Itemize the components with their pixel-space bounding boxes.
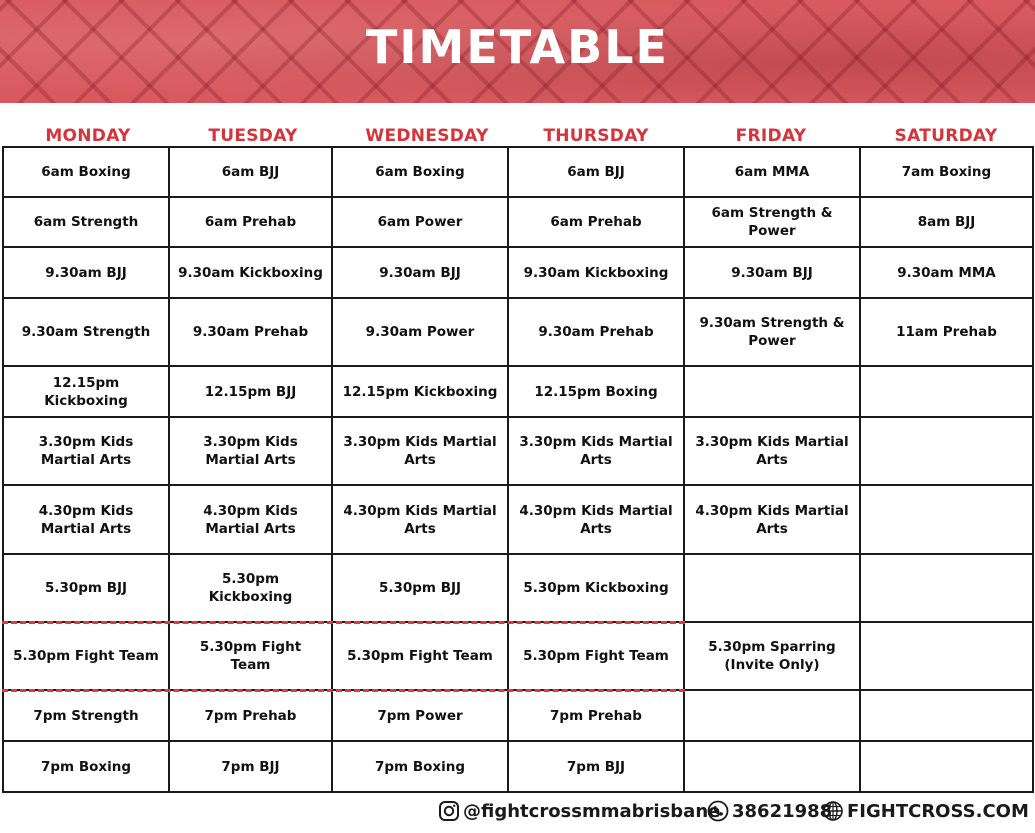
class-slot-wednesday: 6am Boxing bbox=[333, 148, 509, 198]
empty-slot-friday bbox=[685, 555, 861, 623]
header-banner bbox=[0, 0, 1035, 103]
class-slot-thursday: 9.30am Kickboxing bbox=[509, 248, 685, 299]
class-slot-tuesday: 9.30am Kickboxing bbox=[170, 248, 333, 299]
day-headers bbox=[0, 126, 1035, 148]
class-slot-friday: 6am Strength & Power bbox=[685, 198, 861, 248]
class-slot-monday: 3.30pm Kids Martial Arts bbox=[4, 418, 170, 486]
class-slot-tuesday: 6am Prehab bbox=[170, 198, 333, 248]
instagram-handle: @fightcrossmmabrisbane bbox=[463, 800, 721, 822]
class-slot-wednesday: 9.30am BJJ bbox=[333, 248, 509, 299]
empty-slot-saturday bbox=[861, 623, 1034, 691]
empty-slot-saturday bbox=[861, 418, 1034, 486]
class-slot-tuesday: 7pm BJJ bbox=[170, 742, 333, 793]
class-slot-friday: 3.30pm Kids Martial Arts bbox=[685, 418, 861, 486]
class-slot-wednesday: 7pm Boxing bbox=[333, 742, 509, 793]
class-slot-monday: 4.30pm Kids Martial Arts bbox=[4, 486, 170, 555]
footer bbox=[0, 800, 1035, 828]
class-slot-thursday: 6am Prehab bbox=[509, 198, 685, 248]
class-slot-friday: 9.30am BJJ bbox=[685, 248, 861, 299]
website-url: FIGHTCROSS.COM bbox=[847, 800, 1029, 822]
class-slot-thursday: 9.30am Prehab bbox=[509, 299, 685, 367]
class-slot-monday: 7pm Boxing bbox=[4, 742, 170, 793]
class-slot-friday: 9.30am Strength & Power bbox=[685, 299, 861, 367]
class-slot-tuesday: 9.30am Prehab bbox=[170, 299, 333, 367]
class-slot-friday: 6am MMA bbox=[685, 148, 861, 198]
class-slot-thursday: 12.15pm Boxing bbox=[509, 367, 685, 418]
empty-slot-friday bbox=[685, 367, 861, 418]
class-slot-wednesday: 5.30pm Fight Team bbox=[333, 623, 509, 691]
class-slot-thursday: 6am BJJ bbox=[509, 148, 685, 198]
day-header-wednesday: WEDNESDAY bbox=[365, 126, 489, 146]
instagram-icon bbox=[438, 800, 460, 822]
day-header-thursday: THURSDAY bbox=[543, 126, 649, 146]
class-slot-monday: 9.30am BJJ bbox=[4, 248, 170, 299]
class-slot-saturday: 7am Boxing bbox=[861, 148, 1034, 198]
day-header-saturday: SATURDAY bbox=[894, 126, 998, 146]
class-slot-wednesday: 9.30am Power bbox=[333, 299, 509, 367]
day-header-tuesday: TUESDAY bbox=[208, 126, 298, 146]
class-slot-saturday: 11am Prehab bbox=[861, 299, 1034, 367]
class-slot-thursday: 3.30pm Kids Martial Arts bbox=[509, 418, 685, 486]
class-slot-wednesday: 6am Power bbox=[333, 198, 509, 248]
class-slot-tuesday: 7pm Prehab bbox=[170, 691, 333, 742]
empty-slot-saturday bbox=[861, 486, 1034, 555]
empty-slot-saturday bbox=[861, 691, 1034, 742]
class-slot-tuesday: 6am BJJ bbox=[170, 148, 333, 198]
phone-link[interactable] bbox=[707, 800, 832, 822]
class-slot-thursday: 7pm BJJ bbox=[509, 742, 685, 793]
day-header-friday: FRIDAY bbox=[735, 126, 807, 146]
class-slot-wednesday: 3.30pm Kids Martial Arts bbox=[333, 418, 509, 486]
fight-team-dashed-bottom bbox=[2, 689, 685, 692]
fight-team-dashed-top bbox=[2, 621, 685, 624]
class-slot-saturday: 9.30am MMA bbox=[861, 248, 1034, 299]
class-slot-monday: 5.30pm BJJ bbox=[4, 555, 170, 623]
class-slot-thursday: 4.30pm Kids Martial Arts bbox=[509, 486, 685, 555]
empty-slot-saturday bbox=[861, 555, 1034, 623]
class-slot-tuesday: 5.30pm Fight Team bbox=[170, 623, 333, 691]
empty-slot-friday bbox=[685, 691, 861, 742]
empty-slot-saturday bbox=[861, 742, 1034, 793]
class-slot-thursday: 5.30pm Fight Team bbox=[509, 623, 685, 691]
class-slot-wednesday: 5.30pm BJJ bbox=[333, 555, 509, 623]
phone-icon bbox=[707, 800, 729, 822]
phone-number: 38621988 bbox=[732, 800, 833, 822]
class-slot-friday: 4.30pm Kids Martial Arts bbox=[685, 486, 861, 555]
class-slot-saturday: 8am BJJ bbox=[861, 198, 1034, 248]
class-slot-monday: 6am Strength bbox=[4, 198, 170, 248]
class-slot-tuesday: 3.30pm Kids Martial Arts bbox=[170, 418, 333, 486]
class-slot-tuesday: 12.15pm BJJ bbox=[170, 367, 333, 418]
class-slot-monday: 6am Boxing bbox=[4, 148, 170, 198]
class-slot-monday: 7pm Strength bbox=[4, 691, 170, 742]
class-slot-thursday: 5.30pm Kickboxing bbox=[509, 555, 685, 623]
class-slot-friday: 5.30pm Sparring (Invite Only) bbox=[685, 623, 861, 691]
class-slot-monday: 12.15pm Kickboxing bbox=[4, 367, 170, 418]
class-slot-tuesday: 5.30pm Kickboxing bbox=[170, 555, 333, 623]
class-slot-monday: 9.30am Strength bbox=[4, 299, 170, 367]
class-slot-wednesday: 4.30pm Kids Martial Arts bbox=[333, 486, 509, 555]
class-slot-wednesday: 12.15pm Kickboxing bbox=[333, 367, 509, 418]
globe-icon bbox=[822, 800, 844, 822]
instagram-link[interactable] bbox=[438, 800, 720, 822]
class-slot-wednesday: 7pm Power bbox=[333, 691, 509, 742]
empty-slot-friday bbox=[685, 742, 861, 793]
class-slot-thursday: 7pm Prehab bbox=[509, 691, 685, 742]
timetable-grid bbox=[2, 146, 1034, 793]
day-header-monday: MONDAY bbox=[45, 126, 131, 146]
empty-slot-saturday bbox=[861, 367, 1034, 418]
class-slot-tuesday: 4.30pm Kids Martial Arts bbox=[170, 486, 333, 555]
website-link[interactable] bbox=[822, 800, 1029, 822]
class-slot-monday: 5.30pm Fight Team bbox=[4, 623, 170, 691]
page-title: TIMETABLE bbox=[366, 20, 669, 74]
